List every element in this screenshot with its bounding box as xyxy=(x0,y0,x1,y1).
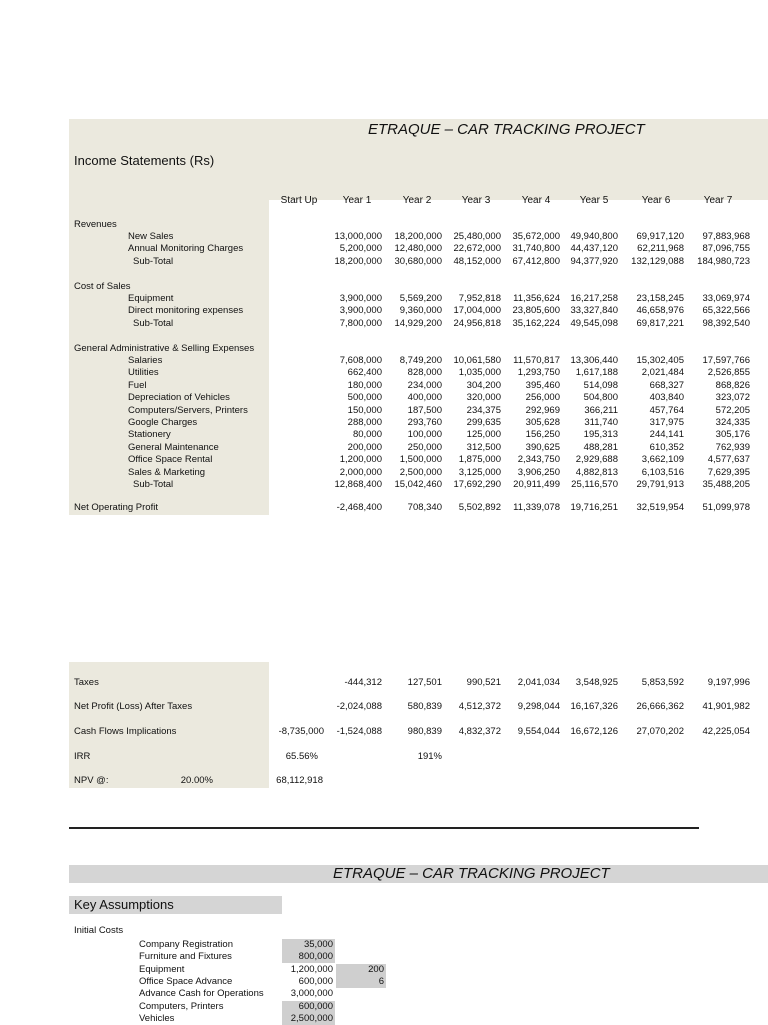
cell-value: 868,826 xyxy=(715,379,750,391)
cell-value: 132,129,088 xyxy=(631,255,684,267)
cell-value: 17,597,766 xyxy=(702,355,750,366)
cell-value: 100,000 xyxy=(407,429,442,441)
cell-value: 87,096,755 xyxy=(702,243,750,255)
cell-value: 33,069,974 xyxy=(702,293,750,304)
cell-value: 184,980,723 xyxy=(697,255,750,267)
column-header: Year 6 xyxy=(641,195,671,206)
initial-costs-heading: Initial Costs xyxy=(74,925,124,936)
net-profit-label: Net Profit (Loss) After Taxes xyxy=(74,701,193,712)
cell-value: 14,929,200 xyxy=(394,317,442,329)
cell-value: 1,875,000 xyxy=(458,454,501,466)
cell-value: 35,162,224 xyxy=(512,317,560,329)
row-label: Equipment xyxy=(128,293,174,304)
row-label: Fuel xyxy=(128,379,147,391)
cell-value: 12,868,400 xyxy=(334,479,382,490)
key-assumptions-heading: Key Assumptions xyxy=(74,897,174,912)
cell-value: 293,760 xyxy=(407,417,442,428)
column-header: Year 4 xyxy=(521,195,551,206)
taxes-value: 990,521 xyxy=(466,677,501,688)
row-label: Sales & Marketing xyxy=(128,466,206,478)
cell-value: 312,500 xyxy=(466,441,501,453)
assumption-value: 3,000,000 xyxy=(290,988,333,1000)
cell-value: 3,906,250 xyxy=(517,466,560,478)
cell-value: 6,103,516 xyxy=(641,466,684,478)
row-label: Annual Monitoring Charges xyxy=(128,243,244,255)
cell-value: 1,500,000 xyxy=(399,454,442,466)
irr-label: IRR xyxy=(74,751,91,762)
cell-value: 3,125,000 xyxy=(458,466,501,478)
cell-value: 17,692,290 xyxy=(453,479,501,490)
cell-value: 1,617,188 xyxy=(575,367,618,379)
net-profit-value: 26,666,362 xyxy=(636,701,684,712)
cell-value: 305,176 xyxy=(715,429,750,441)
cell-value: 250,000 xyxy=(407,441,442,453)
assumption-value: 35,000 xyxy=(282,939,335,951)
row-label: General Maintenance xyxy=(128,441,219,453)
cell-value: 2,526,855 xyxy=(707,367,750,379)
cell-value: 288,000 xyxy=(347,417,382,428)
cell-value: 11,570,817 xyxy=(513,355,560,366)
cell-value: 2,500,000 xyxy=(399,466,442,478)
row-label: Google Charges xyxy=(128,417,198,428)
cell-value: 10,061,580 xyxy=(453,355,501,366)
cell-value: 320,000 xyxy=(466,392,501,404)
taxes-label: Taxes xyxy=(74,677,99,688)
cell-value: 187,500 xyxy=(407,404,442,416)
row-label: Salaries xyxy=(128,355,163,366)
cell-value: 195,313 xyxy=(583,429,618,441)
cell-value: 668,327 xyxy=(649,379,684,391)
report-title: ETRAQUE – CAR TRACKING PROJECT xyxy=(368,121,645,138)
cell-value: 457,764 xyxy=(649,404,684,416)
cash-flows-label: Cash Flows Implications xyxy=(74,726,177,737)
cash-flows-value: -1,524,088 xyxy=(336,726,382,737)
cell-value: 304,200 xyxy=(466,379,501,391)
npv-value: 68,112,918 xyxy=(276,775,323,786)
cell-value: 7,608,000 xyxy=(339,355,382,366)
cell-value: 292,969 xyxy=(525,404,560,416)
taxes-value: 2,041,034 xyxy=(517,677,560,688)
cell-value: 22,672,000 xyxy=(453,243,501,255)
cash-flows-value: 9,554,044 xyxy=(517,726,560,737)
column-header: Year 2 xyxy=(402,195,432,206)
row-label: Sub-Total xyxy=(133,317,174,329)
cell-value: 299,635 xyxy=(466,417,501,428)
cell-value: 80,000 xyxy=(352,429,382,441)
report-subtitle: Income Statements (Rs) xyxy=(74,153,215,168)
cell-value: 400,000 xyxy=(407,392,442,404)
assumption-value: 2,500,000 xyxy=(282,1013,335,1025)
cell-value: 150,000 xyxy=(347,404,382,416)
cell-value: 390,625 xyxy=(525,441,560,453)
cell-value: 8,749,200 xyxy=(399,355,442,366)
npv-rate: 20.00% xyxy=(180,775,213,786)
cash-flows-value: 4,832,372 xyxy=(458,726,501,737)
cell-value: 25,116,570 xyxy=(571,479,618,490)
cell-value: 762,939 xyxy=(715,441,750,453)
cell-value: 33,327,840 xyxy=(570,305,618,317)
cell-value: 49,940,800 xyxy=(570,231,618,242)
section-divider xyxy=(69,827,699,829)
report2-title: ETRAQUE – CAR TRACKING PROJECT xyxy=(333,865,610,882)
cell-value: 7,800,000 xyxy=(339,317,382,329)
cell-value: 156,250 xyxy=(525,429,560,441)
net-operating-profit-label: Net Operating Profit xyxy=(74,502,158,513)
cell-value: 17,004,000 xyxy=(453,305,501,317)
cell-value: 662,400 xyxy=(347,367,382,379)
row-label: Sub-Total xyxy=(133,255,174,267)
cell-value: 200,000 xyxy=(347,441,382,453)
cell-value: 46,658,976 xyxy=(636,305,684,317)
cell-value: 3,662,109 xyxy=(641,454,684,466)
cell-value: 3,900,000 xyxy=(339,293,382,304)
cell-value: 44,437,120 xyxy=(570,243,618,255)
section-heading: General Administrative & Selling Expenses xyxy=(74,343,255,354)
cell-value: 65,322,566 xyxy=(702,305,750,317)
cell-value: 323,072 xyxy=(715,392,750,404)
cell-value: 12,480,000 xyxy=(394,243,442,255)
cell-value: 94,377,920 xyxy=(570,255,618,267)
cash-flows-startup: -8,735,000 xyxy=(278,726,324,737)
row-label: Utilities xyxy=(128,367,159,379)
cell-value: 7,952,818 xyxy=(458,293,501,304)
cell-value: 3,900,000 xyxy=(339,305,382,317)
row-label: Depreciation of Vehicles xyxy=(128,392,230,404)
net-operating-profit-value: 19,716,251 xyxy=(570,502,618,513)
taxes-value: 3,548,925 xyxy=(575,677,618,688)
cell-value: 69,817,221 xyxy=(636,317,684,329)
cell-value: 13,000,000 xyxy=(334,231,382,242)
cell-value: 23,158,245 xyxy=(636,293,684,304)
cash-flows-value: 16,672,126 xyxy=(570,726,618,737)
cell-value: 29,791,913 xyxy=(636,479,684,490)
column-header: Start Up xyxy=(280,195,318,206)
cell-value: 504,800 xyxy=(583,392,618,404)
cell-value: 49,545,098 xyxy=(570,317,618,329)
column-header: Year 1 xyxy=(342,195,372,206)
row-label: Sub-Total xyxy=(133,479,174,490)
cash-flows-value: 42,225,054 xyxy=(702,726,750,737)
cell-value: 97,883,968 xyxy=(702,231,750,242)
assumption-extra: 6 xyxy=(336,976,386,988)
cell-value: 69,917,120 xyxy=(636,231,684,242)
cell-value: 244,141 xyxy=(649,429,684,441)
net-profit-value: 9,298,044 xyxy=(517,701,560,712)
assumption-extra: 200 xyxy=(336,964,386,976)
assumption-value: 600,000 xyxy=(298,975,333,987)
cell-value: 324,335 xyxy=(715,417,750,428)
cell-value: 5,569,200 xyxy=(399,293,442,304)
net-profit-value: 4,512,372 xyxy=(458,701,501,712)
cell-value: 24,956,818 xyxy=(453,317,501,329)
net-operating-profit-value: 32,519,954 xyxy=(636,502,684,513)
net-profit-value: 580,839 xyxy=(407,701,442,712)
column-header: Year 5 xyxy=(579,195,609,206)
cell-value: 11,356,624 xyxy=(513,293,560,304)
cell-value: 828,000 xyxy=(407,367,442,379)
npv-label: NPV @: xyxy=(74,775,109,786)
lower-label-band xyxy=(69,662,269,788)
net-operating-profit-value: 51,099,978 xyxy=(702,502,750,513)
irr-value-year2: 191% xyxy=(417,751,442,762)
section-heading: Cost of Sales xyxy=(74,281,131,292)
cell-value: 500,000 xyxy=(347,392,382,404)
cell-value: 403,840 xyxy=(649,392,684,404)
cell-value: 572,205 xyxy=(715,404,750,416)
cell-value: 5,200,000 xyxy=(339,243,382,255)
cell-value: 514,098 xyxy=(583,379,618,391)
cell-value: 180,000 xyxy=(347,379,382,391)
net-profit-value: 16,167,326 xyxy=(570,701,618,712)
net-operating-profit-value: 11,339,078 xyxy=(513,502,560,513)
cell-value: 610,352 xyxy=(649,441,684,453)
row-label: Office Space Rental xyxy=(128,454,213,466)
net-operating-profit-value: -2,468,400 xyxy=(336,502,382,513)
row-label: Stationery xyxy=(128,429,171,441)
cell-value: 2,021,484 xyxy=(641,367,684,379)
taxes-value: 127,501 xyxy=(407,677,442,688)
cell-value: 2,929,688 xyxy=(575,454,618,466)
assumption-label: Office Space Advance xyxy=(139,975,233,987)
assumption-value: 800,000 xyxy=(282,951,335,963)
cash-flows-value: 980,839 xyxy=(407,726,442,737)
column-header: Year 7 xyxy=(703,195,733,206)
cell-value: 234,375 xyxy=(466,404,501,416)
cell-value: 4,882,813 xyxy=(575,466,618,478)
cell-value: 305,628 xyxy=(525,417,560,428)
cell-value: 395,460 xyxy=(525,379,560,391)
cell-value: 317,975 xyxy=(649,417,684,428)
row-label: New Sales xyxy=(128,231,174,242)
taxes-value: 9,197,996 xyxy=(707,677,750,688)
cell-value: 35,488,205 xyxy=(702,479,750,490)
cell-value: 234,000 xyxy=(407,379,442,391)
assumption-value: 600,000 xyxy=(282,1001,335,1013)
net-profit-value: -2,024,088 xyxy=(336,701,382,712)
row-label: Computers/Servers, Printers xyxy=(128,404,248,416)
cell-value: 311,740 xyxy=(584,417,618,428)
assumption-label: Vehicles xyxy=(139,1012,175,1024)
cell-value: 256,000 xyxy=(525,392,560,404)
cell-value: 7,629,395 xyxy=(707,466,750,478)
row-label: Direct monitoring expenses xyxy=(128,305,244,317)
cell-value: 125,000 xyxy=(466,429,501,441)
net-operating-profit-value: 5,502,892 xyxy=(458,502,501,513)
cell-value: 30,680,000 xyxy=(394,255,442,267)
cell-value: 488,281 xyxy=(583,441,618,453)
assumption-label: Furniture and Fixtures xyxy=(139,951,232,963)
cell-value: 67,412,800 xyxy=(512,255,560,267)
cell-value: 366,211 xyxy=(584,404,618,416)
cell-value: 9,360,000 xyxy=(399,305,442,317)
section-heading: Revenues xyxy=(74,219,117,230)
cell-value: 48,152,000 xyxy=(453,255,501,267)
cell-value: 15,302,405 xyxy=(636,355,684,366)
cell-value: 1,035,000 xyxy=(458,367,501,379)
cell-value: 2,343,750 xyxy=(517,454,560,466)
assumption-label: Company Registration xyxy=(139,939,233,950)
assumption-label: Equipment xyxy=(139,963,185,975)
assumption-label: Computers, Printers xyxy=(139,1000,224,1012)
cell-value: 13,306,440 xyxy=(570,355,618,366)
cell-value: 16,217,258 xyxy=(570,293,618,304)
taxes-value: -444,312 xyxy=(344,677,382,688)
cell-value: 35,672,000 xyxy=(512,231,560,242)
cell-value: 18,200,000 xyxy=(394,231,442,242)
assumption-value: 1,200,000 xyxy=(290,963,333,975)
irr-value: 65.56% xyxy=(285,751,318,762)
cell-value: 18,200,000 xyxy=(334,255,382,267)
assumption-label: Advance Cash for Operations xyxy=(139,988,264,1000)
cell-value: 15,042,460 xyxy=(394,479,442,490)
net-profit-value: 41,901,982 xyxy=(702,701,750,712)
cell-value: 23,805,600 xyxy=(512,305,560,317)
column-header: Year 3 xyxy=(461,195,491,206)
cell-value: 25,480,000 xyxy=(453,231,501,242)
cell-value: 4,577,637 xyxy=(707,454,750,466)
cell-value: 2,000,000 xyxy=(339,466,382,478)
net-operating-profit-value: 708,340 xyxy=(407,502,442,513)
cell-value: 62,211,968 xyxy=(637,243,684,255)
cash-flows-value: 27,070,202 xyxy=(636,726,684,737)
taxes-value: 5,853,592 xyxy=(641,677,684,688)
cell-value: 98,392,540 xyxy=(702,317,750,329)
cell-value: 20,911,499 xyxy=(513,479,560,490)
cell-value: 1,293,750 xyxy=(517,367,560,379)
cell-value: 1,200,000 xyxy=(339,454,382,466)
cell-value: 31,740,800 xyxy=(512,243,560,255)
